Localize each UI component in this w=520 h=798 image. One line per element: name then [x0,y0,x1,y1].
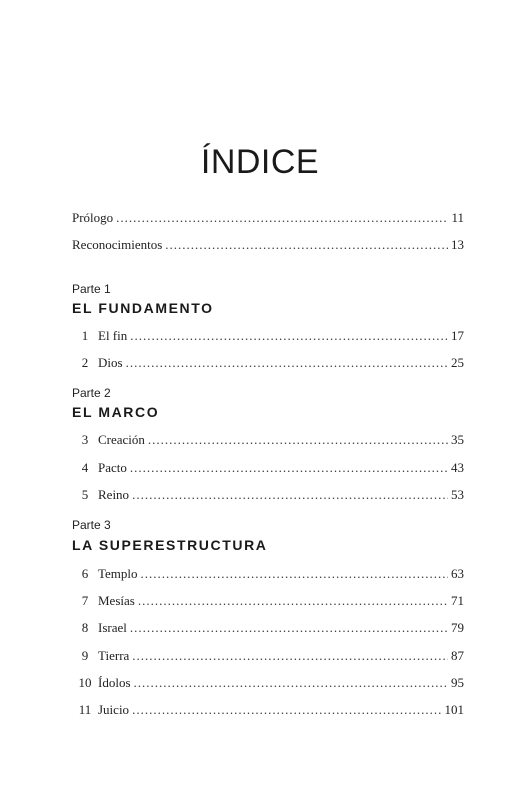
dot-leader [130,460,448,476]
chapter-number: 3 [81,432,89,447]
part-label: Parte 2 [72,386,111,400]
entry-page: 11 [451,210,464,225]
dot-leader [165,237,448,253]
entry-page: 87 [451,648,464,663]
toc-entry-chapter [72,593,464,613]
dot-leader [141,566,448,582]
entry-page: 53 [451,487,464,502]
entry-page: 35 [451,432,464,447]
toc-entry-chapter [72,328,464,348]
part-heading: EL MARCO [72,404,160,420]
chapter-title: Reino [98,487,130,502]
entry-page: 13 [451,237,464,252]
entry-page: 17 [451,328,464,343]
toc-entry-prologo [72,210,464,230]
toc-entry-chapter [72,620,464,640]
toc-entry-chapter [72,432,464,452]
toc-entry-chapter [72,487,464,507]
entry-page: 101 [444,702,464,717]
chapter-number: 9 [81,648,89,663]
toc-entry-chapter [72,675,464,695]
entry-page: 43 [451,460,464,475]
dot-leader [130,620,448,636]
entry-page: 95 [451,675,464,690]
chapter-number: 8 [81,620,89,635]
dot-leader [134,675,449,691]
entry-page: 25 [451,355,464,370]
chapter-title: Dios [98,355,123,370]
part-label: Parte 3 [72,518,111,532]
part-label: Parte 1 [72,282,111,296]
chapter-number: 4 [81,460,89,475]
chapter-title: Juicio [98,702,130,717]
dot-leader [130,328,448,344]
chapter-title: Pacto [98,460,127,475]
dot-leader [148,432,448,448]
chapter-title: El fin [98,328,128,343]
dot-leader [116,210,448,226]
toc-entry-chapter [72,702,464,722]
chapter-title: Mesías [98,593,135,608]
page-title: ÍNDICE [200,143,320,181]
chapter-title: Israel [98,620,127,635]
chapter-title: Tierra [98,648,130,663]
part-heading: EL FUNDAMENTO [72,300,214,316]
toc-entry-chapter [72,460,464,480]
toc-entry-chapter [72,648,464,668]
chapter-number: 6 [81,566,89,581]
toc-entry-reconocimientos [72,237,464,257]
toc-entry-chapter [72,355,464,375]
dot-leader [126,355,448,371]
entry-title: Prólogo [72,210,114,225]
chapter-number: 7 [81,593,89,608]
part-heading: LA SUPERESTRUCTURA [72,537,268,553]
chapter-title: Creación [98,432,145,447]
entry-page: 79 [451,620,464,635]
entry-page: 71 [451,593,464,608]
toc-entry-chapter [72,566,464,586]
chapter-number: 11 [78,702,92,717]
chapter-title: Templo [98,566,138,581]
dot-leader [138,593,448,609]
chapter-number: 2 [81,355,89,370]
dot-leader [132,487,448,503]
chapter-title: Ídolos [98,675,131,690]
chapter-number: 1 [81,328,89,343]
entry-page: 63 [451,566,464,581]
chapter-number: 5 [81,487,89,502]
entry-title: Reconocimientos [72,237,163,252]
dot-leader [132,648,448,664]
chapter-number: 10 [78,675,92,690]
dot-leader [132,702,441,718]
